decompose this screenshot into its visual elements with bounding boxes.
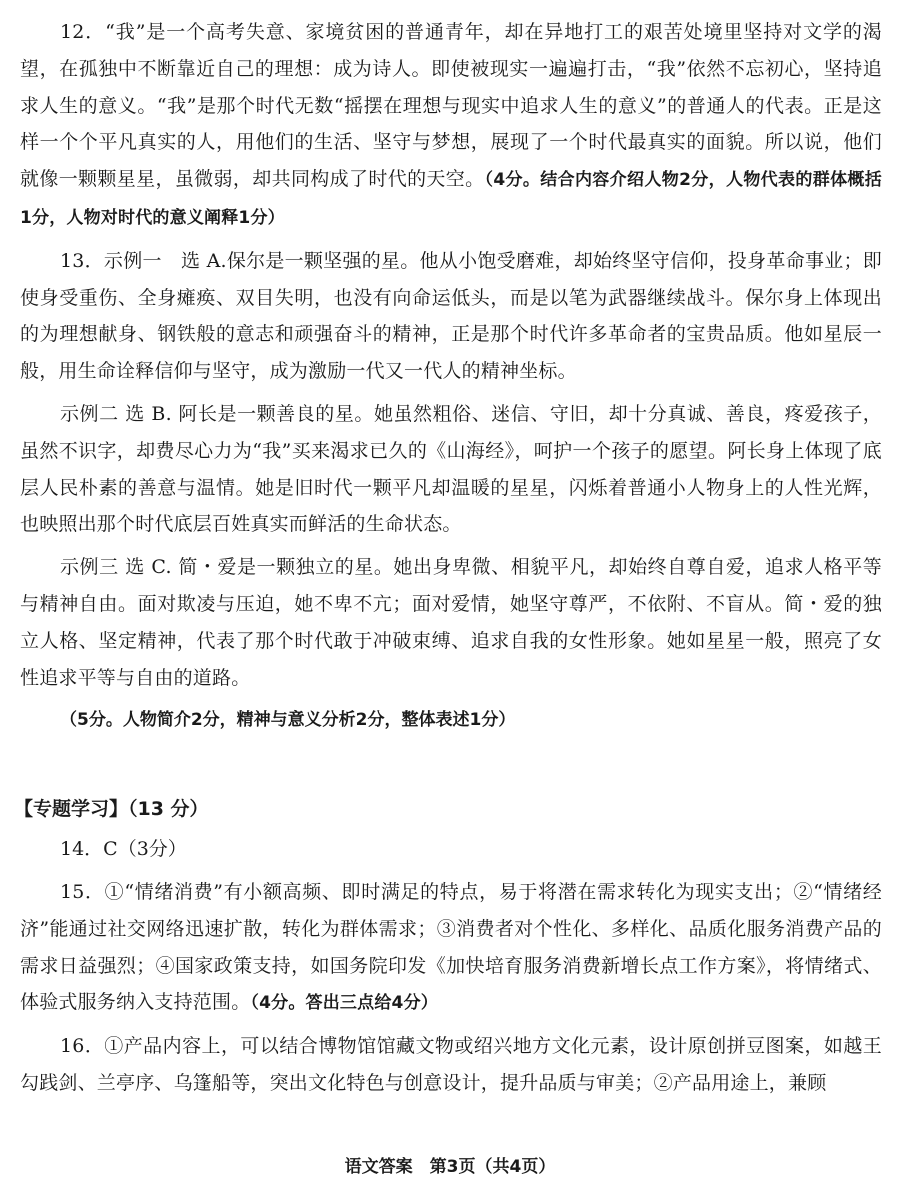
answer-13-example-2: 示例二 选 B. 阿长是一颗善良的星。她虽然粗俗、迷信、守旧，却十分真诚、善良，疼爱孩子，虽然不识字，却费尽心力为“我”买来渴求已久的《山海经》，呵护一个孩子的愿望。阿长身上体现了底层人民朴素的善意与温情。她是旧时代一颗平凡却温暖的星星，闪烁着普通小人物身上的人性光辉，也映照出那个时代底层百姓真实而鲜活的生命状态。 (20, 402, 882, 536)
page-content (14, 14, 882, 1108)
section-heading-topic-study: 【专题学习】（13 分） (14, 798, 209, 821)
answer-15 (20, 874, 882, 1022)
answer-16: 16．①产品内容上，可以结合博物馆馆藏文物或绍兴地方文化元素，设计原创拼豆图案，如越王勾践剑、兰亭序、乌篷船等，突出文化特色与创意设计，提升品质与审美；②产品用途上，兼顾 (20, 1035, 882, 1094)
answer-12-body: 12．“我”是一个高考失意、家境贫困的普通青年，却在异地打工的艰苦处境里坚持对文学的渴望，在孤独中不断靠近自己的理想：成为诗人。即使被现实一遍遍打击，“我”依然不忘初心，坚持追求人生的意义。“我”是那个时代无数“摇摆在理想与现实中追求人生的意义”的普通人的代表。正是这样一个个平凡真实的人，用他们的生活、坚守与梦想，展现了一个时代最真实的面貌。所以说，他们就像一颗颗星星，虽微弱，却共同构成了时代的天空。 (20, 21, 882, 191)
answer-13-example-3: 示例三 选 C. 简・爱是一颗独立的星。她出身卑微、相貌平凡，却始终自尊自爱，追求人格平等与精神自由。面对欺凌与压迫，她不卑不亢；面对爱情，她坚守尊严，不依附、不盲从。简・爱的独立人格、坚定精神，代表了那个时代敢于冲破束缚、追求自我的女性形象。她如星星一般，照亮了女性追求平等与自由的道路。 (20, 556, 882, 689)
answer-13-scoring-note: （5分。人物简介2分，精神与意义分析2分，整体表述1分） (60, 710, 516, 731)
answer-14: 14．C（3分） (60, 838, 187, 861)
page-footer: 语文答案 第3页（共4页） (344, 1157, 556, 1177)
answer-13-example-1: 13．示例一 选 A.保尔是一颗坚强的星。他从小饱受磨难，却始终坚守信仰，投身革命事业；即使身受重伤、全身瘫痪、双目失明，也没有向命运低头，而是以笔为武器继续战斗。保尔身上体现出的为理想献身、钢铁般的意志和顽强奋斗的精神，正是那个时代许多革命者的宝贵品质。他如星辰一般，用生命诠释信仰与坚守，成为激励一代又一代人的精神坐标。 (20, 249, 882, 383)
answer-12-scoring-note: （4分。结合内容介绍人物2分，人物代表的群体概括1分，人物对时代的意义阐释1分） (20, 170, 882, 228)
answer-15-scoring-note: （4分。答出三点给4分） (250, 993, 438, 1014)
answer-12 (20, 14, 882, 237)
answer-15-body: 15．①“情绪消费”有小额高频、即时满足的特点，易于将潜在需求转化为现实支出；②“情绪经济”能通过社交网络迅速扩散，转化为群体需求；③消费者对个性化、多样化、品质化服务消费产品的需求日益强烈；④国家政策支持，如国务院印发《加快培育服务消费新增长点工作方案》，将情绪式、体验式服务纳入支持范围。 (20, 880, 882, 1014)
